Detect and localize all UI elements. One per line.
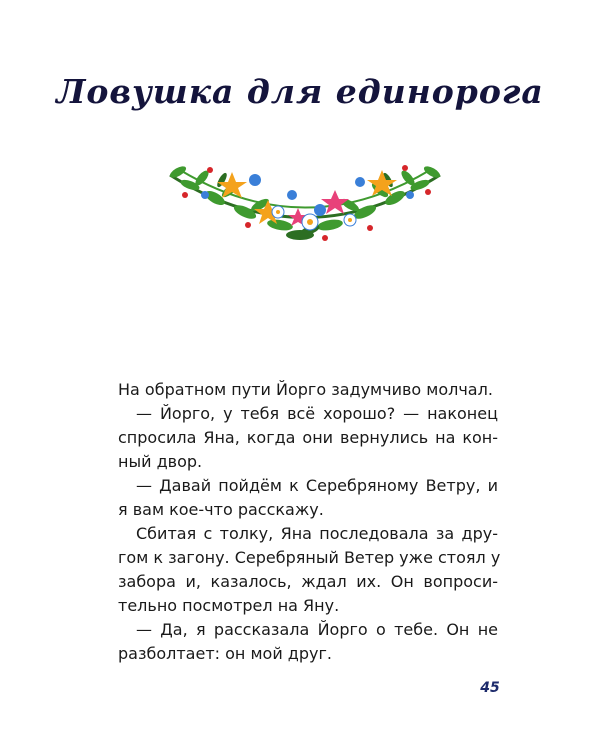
text-line: разболтает: он мой друг. — [118, 644, 332, 663]
text-line: — Да, я рассказала Йорго о тебе. Он не — [136, 620, 498, 639]
body-text — [118, 378, 501, 666]
text-line: спросила Яна, когда они вернулись на кон- — [118, 428, 498, 447]
text-line: тельно посмотрел на Яну. — [118, 596, 340, 615]
text-line: забора и, казалось, ждал их. Он вопроси- — [118, 572, 498, 591]
text-line: ный двор. — [118, 452, 203, 471]
text-line: — Йорго, у тебя всё хорошо? — наконец — [136, 404, 498, 423]
floral-garland-icon — [160, 150, 450, 250]
text-line: гом к загону. Серебряный Ветер уже стоял у — [118, 548, 501, 567]
chapter-title: Ловушка для единорога — [56, 72, 544, 111]
text-line: я вам кое-что расскажу. — [118, 500, 324, 519]
text-line: Сбитая с толку, Яна последовала за дру- — [136, 524, 498, 543]
text-line: На обратном пути Йорго задумчиво молчал. — [118, 380, 493, 399]
page-number: 45 — [480, 680, 500, 696]
text-line: — Давай пойдём к Серебряному Ветру, и — [136, 476, 498, 495]
